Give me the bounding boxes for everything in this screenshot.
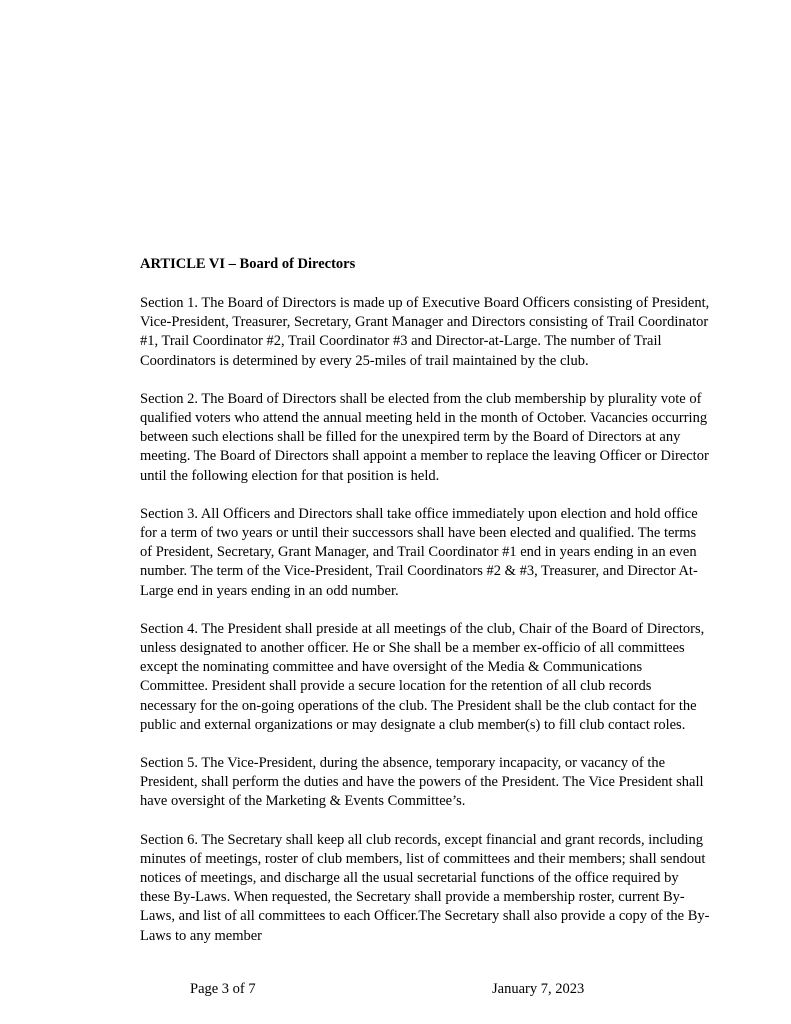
- section-6-paragraph: Section 6. The Secretary shall keep all club records, except financial and grant records, including minutes of meetings, roster of club members, list of committees and their members; shall sendout notices of meetings, and discharge all the usual secretarial functions of the office required by these By-Laws. When requested, the Secretary shall provide a membership roster, current By-Laws, and list of all committees to each Officer.The Secretary shall also provide a copy of the By-Laws to any member: [140, 831, 710, 944]
- document-body: [140, 255, 710, 965]
- article-heading: ARTICLE VI – Board of Directors: [140, 256, 356, 272]
- document-date: January 7, 2023: [492, 981, 585, 997]
- section-1-paragraph: Section 1. The Board of Directors is made up of Executive Board Officers consisting of President, Vice-President, Treasurer, Secretary, Grant Manager and Directors consisting of Trail Coordinator #1, Trail Coordinator #2, Trail Coordinator #3 and Director-at-Large. The number of Trail Coordinators is determined by every 25-miles of trail maintained by the club.: [140, 295, 710, 369]
- section-4-paragraph: Section 4. The President shall preside at all meetings of the club, Chair of the Board of Directors, unless designated to another officer. He or She shall be a member ex-officio of all committees except the nominating committee and have oversight of the Media & Communications Committee. President shall provide a secure location for the retention of all club records necessary for the on-going operations of the club. The President shall be the club contact for the public and external organizations or may designate a club member(s) to fill club contact roles.: [140, 620, 705, 733]
- section-2-paragraph: Section 2. The Board of Directors shall be elected from the club membership by plurality vote of qualified voters who attend the annual meeting held in the month of October. Vacancies occurring between such elections shall be filled for the unexpired term by the Board of Directors at any meeting. The Board of Directors shall appoint a member to replace the leaving Officer or Director until the following election for that position is held.: [140, 390, 709, 484]
- section-3-paragraph: Section 3. All Officers and Directors shall take office immediately upon election and hold office for a term of two years or until their successors shall have been elected and qualified. The terms of President, Secretary, Grant Manager, and Trail Coordinator #1 end in years ending in an even number. The term of the Vice-President, Trail Coordinators #2 & #3, Treasurer, and Director At-Large end in years ending in an odd number.: [140, 505, 698, 599]
- section-5-paragraph: Section 5. The Vice-President, during the absence, temporary incapacity, or vacancy of the President, shall perform the duties and have the powers of the President. The Vice President shall have oversight of the Marketing & Events Committee’s.: [140, 755, 704, 810]
- page-number: Page 3 of 7: [190, 981, 256, 997]
